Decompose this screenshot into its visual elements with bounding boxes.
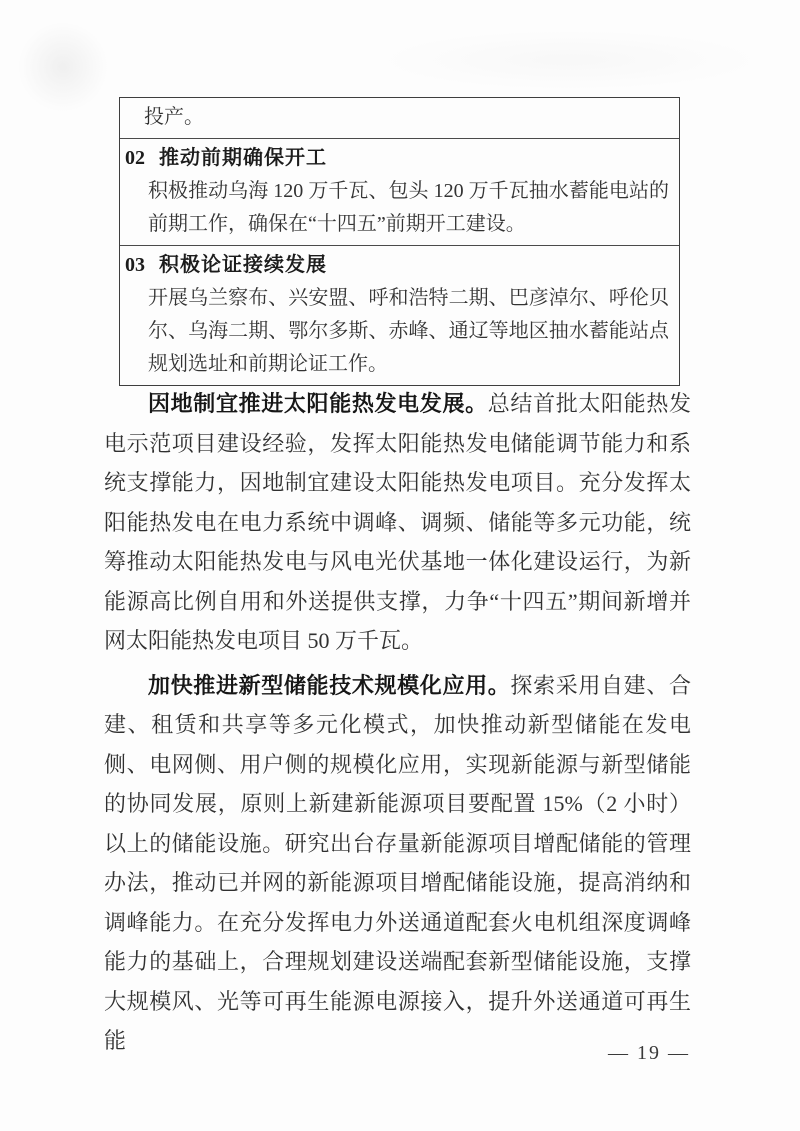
row-heading [125,249,669,282]
row-continuation-text: 投产。 [144,106,204,128]
row-body-text: 积极推动乌海 120 万千瓦、包头 120 万千瓦抽水蓄能电站的前期工作，确保在“十四五”前期开工建设。 [148,180,669,235]
row-body-text: 开展乌兰察布、兴安盟、呼和浩特二期、巴彦淖尔、呼伦贝尔、乌海二期、鄂尔多斯、赤峰、通辽等地区抽水蓄能站点规划选址和前期论证工作。 [148,287,669,375]
row-number: 03 [125,254,145,276]
scan-artifact [380,30,760,90]
row-title: 推动前期确保开工 [159,147,327,169]
paragraph-solar-thermal [104,384,691,661]
paragraph-text: 探索采用自建、合建、租赁和共享等多元化模式，加快推动新型储能在发电侧、电网侧、用户侧的规模化应用，实现新能源与新型储能的协同发展，原则上新建新能源项目要配置 15%（2 小时）以上的储能设施。研究出台存量新能源项目增配储能的管理办法，推动已并网的新能源项目增配储能设施，提高消纳和调峰能力。在充分发挥电力外送通道配套火电机组深度调峰能力的基础上，合理规划建设送端配套新型储能设施，支撑大规模风、光等可再生能源电源接入，提升外送通道可再生能 [104,672,691,1053]
row-title: 积极论证接续发展 [159,254,327,276]
numbered-callout-table [119,97,680,386]
table-row-03 [120,245,679,385]
row-heading [125,142,669,175]
page-number: — 19 — [608,1042,690,1064]
table-row-continuation [120,98,679,138]
paragraph-new-storage [104,666,691,1061]
table-row-02 [120,138,679,245]
row-number: 02 [125,147,145,169]
paragraph-lead: 加快推进新型储能技术规模化应用。 [148,672,511,698]
paragraph-lead: 因地制宜推进太阳能热发电发展。 [148,391,488,416]
document-body [104,384,691,1061]
scan-artifact [18,22,108,112]
paragraph-text: 总结首批太阳能热发电示范项目建设经验，发挥太阳能热发电储能调节能力和系统支撑能力，因地制宜建设太阳能热发电项目。充分发挥太阳能热发电在电力系统中调峰、调频、储能等多元功能，统筹推动太阳能热发电与风电光伏基地一体化建设运行，为新能源高比例自用和外送提供支撑，力争“十四五”期间新增并网太阳能热发电项目 50 万千瓦。 [104,391,691,653]
